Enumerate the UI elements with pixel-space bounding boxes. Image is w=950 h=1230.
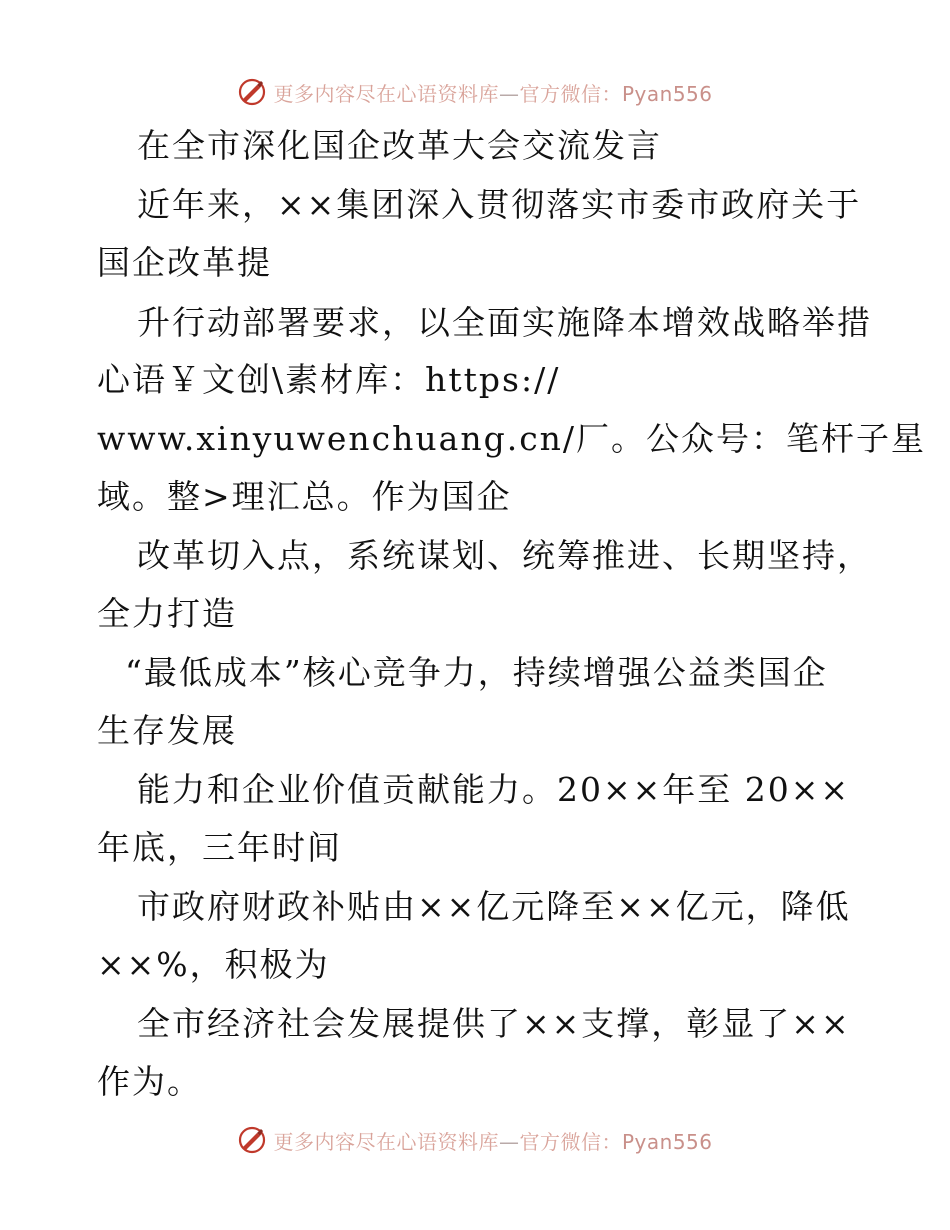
- paragraph-line: 全力打造: [97, 594, 237, 633]
- paragraph-line: www.xinyuwenchuang.cn/厂。公众号：笔杆子星: [97, 419, 927, 458]
- watermark-text: 更多内容尽在心语资料库—官方微信：Pyan556: [273, 1129, 713, 1154]
- paragraph-line: 心语￥文创\素材库：https://: [97, 360, 561, 399]
- paragraph-line: 生存发展: [97, 711, 237, 750]
- paragraph-line: 能力和企业价值贡献能力。20××年至 20××: [137, 770, 851, 809]
- paragraph-line: 作为。: [97, 1062, 202, 1101]
- paragraph-line: 域。整>理汇总。作为国企: [97, 477, 512, 516]
- document-title: 在全市深化国企改革大会交流发言: [137, 126, 662, 165]
- paragraph-line: 全市经济社会发展提供了××支撑，彰显了××: [137, 1004, 851, 1043]
- paragraph-line: 改革切入点，系统谋划、统筹推进、长期坚持，: [137, 536, 872, 575]
- paragraph-line: 国企改革提: [97, 243, 272, 282]
- paragraph-line: ××%，积极为: [97, 945, 330, 984]
- paragraph-line: 市政府财政补贴由××亿元降至××亿元，降低: [137, 887, 851, 926]
- pen-logo-icon: [237, 77, 267, 107]
- paragraph-line: 年底，三年时间: [97, 828, 342, 867]
- pen-logo-icon: [237, 1125, 267, 1155]
- paragraph-line: 升行动部署要求，以全面实施降本增效战略举措: [137, 303, 872, 342]
- paragraph-line: “最低成本”核心竞争力，持续增强公益类国企: [125, 653, 828, 692]
- watermark-banner-top: [0, 72, 950, 112]
- watermark-text: 更多内容尽在心语资料库—官方微信：Pyan556: [273, 81, 713, 106]
- paragraph-line: 近年来，××集团深入贯彻落实市委市政府关于: [137, 185, 862, 224]
- watermark-banner-bottom: [0, 1120, 950, 1160]
